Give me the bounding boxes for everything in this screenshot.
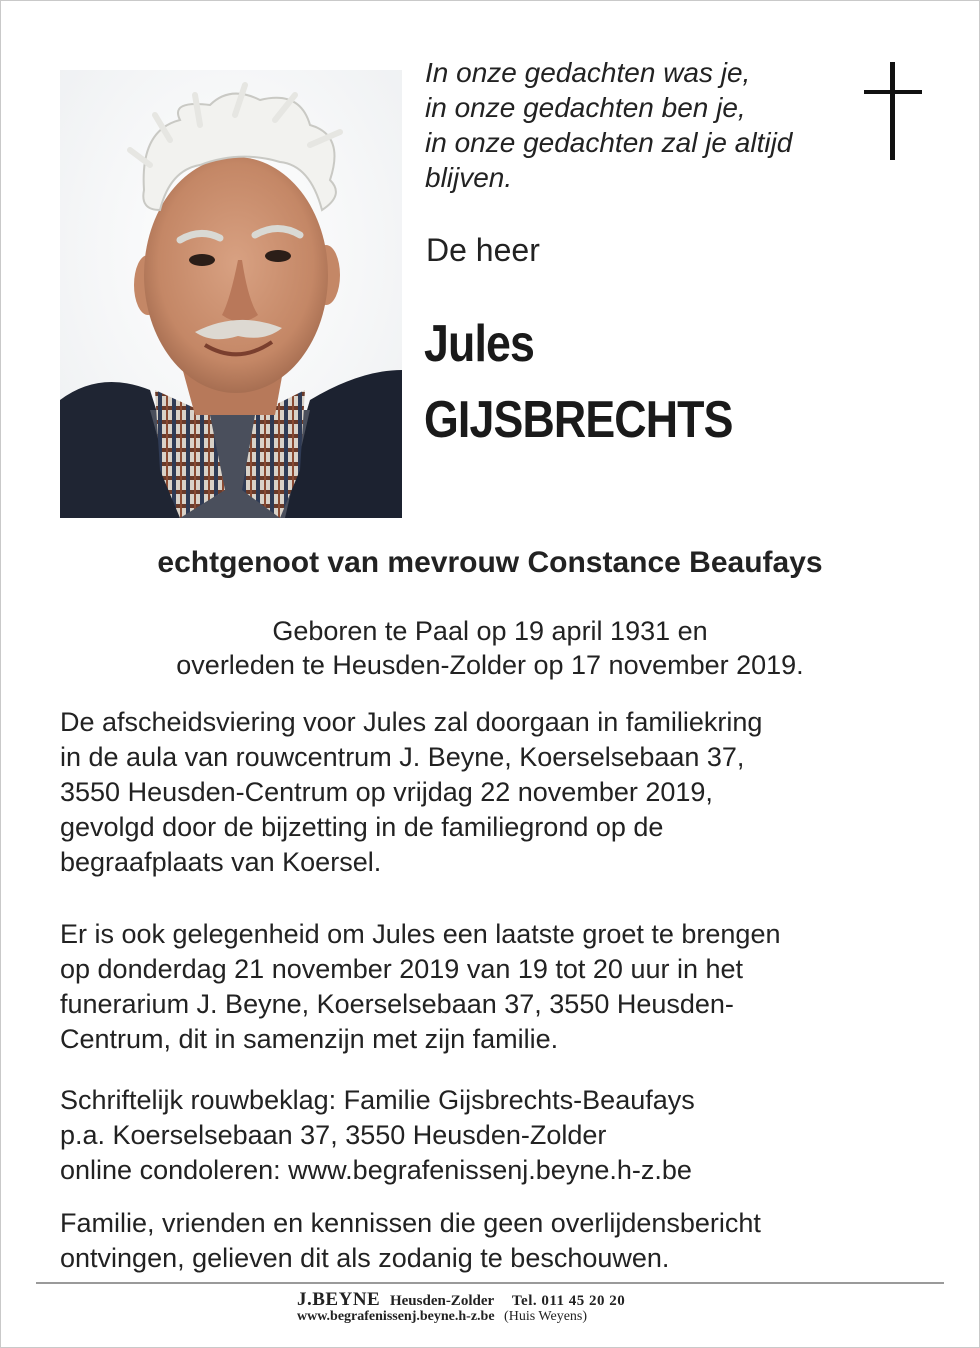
footer-city: Heusden-Zolder — [389, 1293, 495, 1309]
funeral-home-footer — [297, 1289, 717, 1325]
footer-phone: Tel. 011 45 20 20 — [511, 1293, 626, 1309]
info-line: Geboren te Paal op 19 april 1931 en — [272, 616, 708, 646]
text-line: in de aula van rouwcentrum J. Beyne, Koerselsebaan 37, — [60, 742, 745, 772]
footer-website: www.begrafenissenj.beyne.h-z.be — [297, 1309, 495, 1324]
text-line: online condoleren: www.begrafenissenj.beyne.h-z.be — [60, 1155, 692, 1185]
spouse-line: echtgenoot van mevrouw Constance Beaufays — [157, 546, 823, 579]
closing-paragraph — [60, 1206, 920, 1276]
last-name: GIJSBRECHTS — [424, 391, 733, 449]
cross-icon — [864, 62, 922, 160]
text-line: Schriftelijk rouwbeklag: Familie Gijsbrechts-Beaufays — [60, 1085, 695, 1115]
poem-line: in onze gedachten zal je altijd — [425, 127, 793, 158]
text-line: Familie, vrienden en kennissen die geen overlijdensbericht — [60, 1208, 761, 1238]
first-name: Jules — [424, 315, 535, 373]
text-line: Centrum, dit in samenzijn met zijn familie. — [60, 1024, 559, 1054]
brand-name: J.BEYNE — [297, 1289, 381, 1310]
info-line: overleden te Heusden-Zolder op 17 november 2019. — [176, 650, 804, 680]
text-line: ontvingen, gelieven dit als zodanig te beschouwen. — [60, 1243, 670, 1273]
text-line: De afscheidsviering voor Jules zal doorgaan in familiekring — [60, 707, 763, 737]
text-line: begraafplaats van Koersel. — [60, 847, 382, 877]
text-line: op donderdag 21 november 2019 van 19 tot 20 uur in het — [60, 954, 744, 984]
salutation: De heer — [426, 232, 540, 268]
text-line: Er is ook gelegenheid om Jules een laatste groet te brengen — [60, 919, 781, 949]
text-line: p.a. Koerselsebaan 37, 3550 Heusden-Zolder — [60, 1120, 607, 1150]
poem-line: In onze gedachten was je, — [425, 57, 751, 88]
portrait-photo — [60, 70, 402, 518]
poem-line: in onze gedachten ben je, — [425, 92, 746, 123]
poem — [425, 55, 845, 195]
text-line: funerarium J. Beyne, Koerselsebaan 37, 3550 Heusden- — [60, 989, 734, 1019]
condolence-paragraph — [60, 1083, 920, 1188]
ceremony-paragraph — [60, 705, 920, 880]
footer-house: (Huis Weyens) — [504, 1309, 588, 1324]
visitation-paragraph — [60, 917, 920, 1057]
text-line: gevolgd door de bijzetting in de familiegrond op de — [60, 812, 664, 842]
text-line: 3550 Heusden-Centrum op vrijdag 22 november 2019, — [60, 777, 713, 807]
poem-line: blijven. — [425, 162, 513, 193]
birth-death-info — [0, 614, 980, 682]
divider — [36, 1282, 944, 1284]
